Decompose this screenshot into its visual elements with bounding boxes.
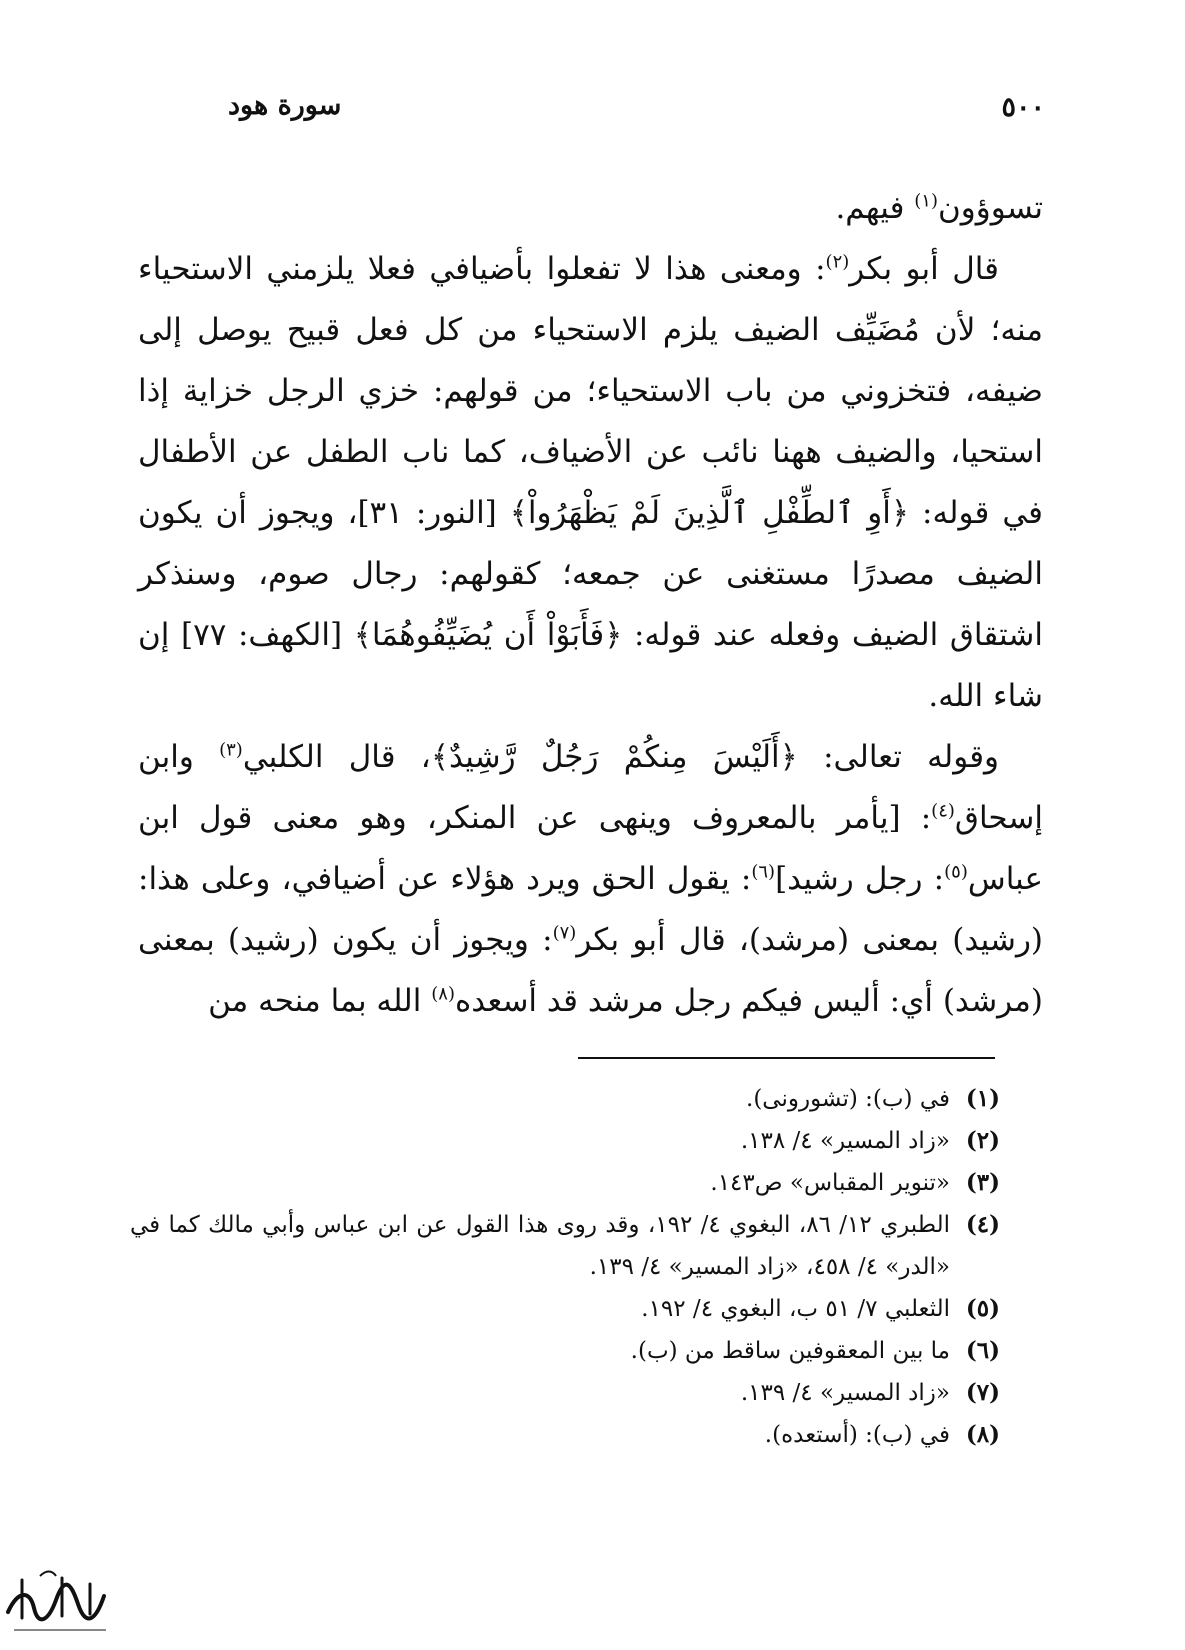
footnotes xyxy=(130,1078,1000,1456)
footnote-ref[interactable]: (٦) xyxy=(751,861,776,883)
quran-quote: ﴿أَوِ ٱلطِّفْلِ ٱلَّذِينَ لَمْ يَظْهَرُواْ﴾ xyxy=(509,495,910,531)
footnote-ref[interactable]: (١) xyxy=(914,190,938,212)
quran-quote: ﴿فَأَبَوْاْ أَن يُضَيِّفُوهُمَا﴾ xyxy=(353,617,623,653)
footnote-ref[interactable]: (٤) xyxy=(931,800,955,822)
page-number: ٥٠٠ xyxy=(1001,92,1045,123)
main-text xyxy=(138,178,1043,1032)
footnote-separator xyxy=(578,1057,995,1059)
footnote-ref[interactable]: (٧) xyxy=(552,922,577,944)
footnote-ref[interactable]: (٣) xyxy=(219,739,243,761)
paragraph-1: تسوؤون$^{(١)}$ فيهم. xyxy=(835,190,1043,226)
footnote-ref[interactable]: (٥) xyxy=(944,861,968,883)
footnote-item: (٢) «زاد المسير» ٤/ ١٣٨. xyxy=(740,1127,1000,1154)
footnote-item: (٤) الطبري ١٢/ ٨٦، البغوي ٤/ ١٩٢، وقد روى هذا القول عن ابن عباس وأبي مالك كما في «الدر» ٤/ ٤٥٨، «زاد المسير» ٤/ ١٣٩. xyxy=(130,1211,1000,1280)
library-calligraphy-logo-icon xyxy=(0,1560,120,1640)
paragraph-2: قال أبو بكر$^{(٢)}$: ومعنى هذا لا تفعلوا بأضيافي فعلا يلزمني الاستحياء منه؛ لأن مُضَيِّف الضيف يلزم الاستحياء من كل فعل قبيح يوصل إلى ضيفه، فتخزوني من باب الاستحياء؛ من قولهم: خزي الرجل خزاية إذا استحيا، والضيف ههنا نائب عن الأضياف، كما ناب الطفل عن الأطفال في قوله: ﴿أَوِ ٱلطِّفْلِ ٱلَّذِينَ لَمْ يَظْهَرُواْ﴾ [النور: ٣١]، ويجوز أن يكون الضيف مصدرًا مستغنى عن جمعه؛ كقولهم: رجال صوم، وسنذكر اشتقاق الضيف وفعله عند قوله: ﴿فَأَبَوْاْ أَن يُضَيِّفُوهُمَا﴾ [الكهف: ٧٧] إن شاء الله. xyxy=(138,251,1043,714)
footnote-ref[interactable]: (٢) xyxy=(825,251,850,273)
footnote-item: (٣) «تنوير المقباس» ص١٤٣. xyxy=(710,1169,1000,1196)
footnote-item: (٧) «زاد المسير» ٤/ ١٣٩. xyxy=(740,1379,1000,1406)
footnote-item: (٦) ما بين المعقوفين ساقط من (ب). xyxy=(630,1337,1000,1364)
logo-icon xyxy=(0,1560,120,1640)
footnote-ref[interactable]: (٨) xyxy=(431,983,455,1005)
footnote-item: (٨) في (ب): (أستعده). xyxy=(764,1421,1000,1448)
paragraph-3: وقوله تعالى: ﴿أَلَيْسَ مِنكُمْ رَجُلٌ رَّشِيدٌ﴾، قال الكلبي$^{(٣)}$ وابن إسحاق$^{(٤)}$: [يأمر بالمعروف وينهى عن المنكر، وهو معنى قول ابن عباس$^{(٥)}$: رجل رشيد]$^{(٦)}$: يقول الحق ويرد هؤلاء عن أضيافي، وعلى هذا: (رشيد) بمعنى (مرشد)، قال أبو بكر$^{(٧)}$: ويجوز أن يكون (رشيد) بمعنى (مرشد) أي: أليس فيكم رجل مرشد قد أسعده$^{(٨)}$ الله بما منحه من xyxy=(138,739,1044,1019)
footnote-item: (٥) الثعلبي ٧/ ٥١ ب، البغوي ٤/ ١٩٢. xyxy=(641,1295,1000,1322)
quran-quote: ﴿أَلَيْسَ مِنكُمْ رَجُلٌ رَّشِيدٌ﴾ xyxy=(430,739,798,775)
footnote-item: (١) في (ب): (تشورونی). xyxy=(746,1085,1000,1112)
running-header-surah-title: سورة هود xyxy=(228,90,342,121)
